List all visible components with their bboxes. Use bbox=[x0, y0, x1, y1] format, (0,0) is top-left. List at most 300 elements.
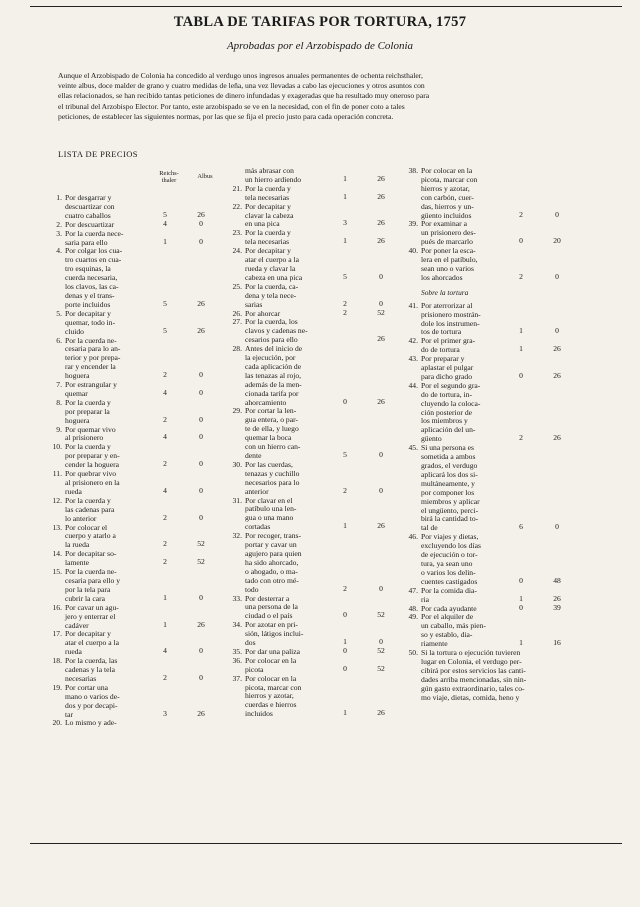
price-entry bbox=[42, 470, 222, 497]
entry-description bbox=[65, 604, 157, 631]
albus-value: 0 bbox=[379, 271, 383, 281]
entry-text-line: Por dar una paliza bbox=[245, 646, 301, 656]
entry-text-line: hoguera bbox=[65, 371, 90, 381]
entry-text-line: rueda y clavar la bbox=[245, 263, 296, 273]
entry-text-line: o ahogado, o ma- bbox=[245, 566, 298, 576]
albus-value: 26 bbox=[377, 396, 385, 406]
entry-text-line: con carbón, cuer- bbox=[421, 192, 474, 202]
entry-number: 16. bbox=[52, 602, 62, 612]
entry-text-line: Por la comida dia- bbox=[421, 585, 477, 595]
entry-number: 3. bbox=[56, 228, 62, 238]
entry-text-line: dole los instrumen- bbox=[421, 318, 480, 328]
reichsthaler-value: 2 bbox=[343, 485, 347, 495]
entry-text-line: Por colocar el bbox=[65, 522, 108, 532]
price-entry bbox=[398, 649, 578, 702]
entry-number: 21. bbox=[232, 183, 242, 193]
entry-description bbox=[65, 568, 157, 604]
entry-text-line: miembros y aplicar bbox=[421, 496, 480, 506]
list-heading: LISTA DE PRECIOS bbox=[58, 149, 138, 159]
albus-value: 26 bbox=[197, 209, 205, 219]
entry-text-line: Por desterrar a bbox=[245, 593, 290, 603]
entry-description bbox=[245, 407, 337, 460]
entry-text-line: ria bbox=[421, 594, 430, 604]
entry-description bbox=[421, 613, 513, 649]
entry-text-line: aplicará los dos si- bbox=[421, 469, 478, 479]
entry-number: 45. bbox=[408, 443, 418, 453]
entry-text-line: más abrasar con bbox=[245, 166, 294, 175]
albus-value: 26 bbox=[553, 370, 561, 380]
albus-value: 26 bbox=[553, 593, 561, 603]
entry-text-line: Por decapitar y bbox=[245, 246, 291, 256]
albus-value: 0 bbox=[555, 271, 559, 281]
price-entry bbox=[398, 355, 578, 382]
entry-text-line: anterior bbox=[245, 486, 269, 496]
entry-text-line: do de tortura bbox=[421, 345, 460, 355]
entry-description bbox=[65, 443, 157, 470]
price-column-1 bbox=[42, 194, 222, 728]
entry-text-line: cuentes castigados bbox=[421, 576, 478, 586]
entry-text-line: los ahorcados bbox=[421, 272, 463, 282]
entry-text-line: ción posterior de bbox=[421, 407, 473, 417]
price-entry bbox=[398, 382, 578, 444]
entry-text-line: portar y cavar un bbox=[245, 540, 297, 550]
price-entry bbox=[42, 684, 222, 720]
entry-text-line: Por decapitar so- bbox=[65, 549, 117, 559]
entry-text-line: riamente bbox=[421, 639, 448, 649]
entry-text-line: gua o una mano bbox=[245, 513, 294, 523]
entry-description bbox=[65, 194, 157, 221]
entry-text-line: ahorcamiento bbox=[245, 397, 287, 407]
entry-text-line: tar bbox=[65, 709, 74, 719]
entry-text-line: picota, marcar con bbox=[245, 682, 302, 692]
price-entry bbox=[222, 621, 402, 648]
entry-text-line: cuerdas e hierros bbox=[245, 700, 297, 710]
albus-value: 26 bbox=[377, 218, 385, 228]
entry-text-line: Por la cuerda y bbox=[245, 183, 291, 193]
entry-number: 18. bbox=[52, 656, 62, 666]
entry-description bbox=[421, 533, 513, 586]
entry-text-line: además de la men- bbox=[245, 379, 302, 389]
entry-text-line: güento bbox=[421, 434, 442, 444]
reichsthaler-value: 4 bbox=[163, 432, 167, 442]
albus-value: 20 bbox=[553, 236, 561, 246]
entry-number: 23. bbox=[232, 228, 242, 238]
albus-value: 26 bbox=[377, 236, 385, 246]
entry-number: 24. bbox=[232, 246, 242, 256]
entry-description bbox=[245, 318, 337, 345]
price-entry bbox=[42, 719, 222, 728]
reichsthaler-value: 2 bbox=[163, 557, 167, 567]
entry-text-line: el ungüento, perci- bbox=[421, 505, 479, 515]
albus-value: 0 bbox=[199, 236, 203, 246]
entry-text-line: Por la cuerda nece- bbox=[65, 228, 124, 238]
entry-number: 36. bbox=[232, 655, 242, 665]
entry-text-line: tro esquinas, la bbox=[65, 264, 111, 274]
price-entry bbox=[42, 381, 222, 399]
price-entry bbox=[222, 283, 402, 310]
reichsthaler-value: 1 bbox=[343, 708, 347, 718]
column-header-reichsthaler bbox=[154, 170, 184, 184]
albus-value: 0 bbox=[199, 218, 203, 228]
entry-text-line: quemar bbox=[65, 388, 88, 398]
price-entry bbox=[222, 532, 402, 594]
entry-text-line: o varios los delin- bbox=[421, 567, 476, 577]
entry-text-line: para dicho grado bbox=[421, 371, 473, 381]
entry-text-line: pués de marcarlo bbox=[421, 237, 473, 247]
reichsthaler-value: 1 bbox=[343, 236, 347, 246]
entry-text-line: Por la cuerda y bbox=[65, 442, 111, 452]
albus-value: 0 bbox=[555, 209, 559, 219]
albus-value: 52 bbox=[377, 307, 385, 317]
entry-number: 17. bbox=[52, 629, 62, 639]
entry-text-line: jero y enterrar el bbox=[65, 611, 116, 621]
entry-number: 7. bbox=[56, 380, 62, 390]
price-entry bbox=[398, 533, 578, 586]
entry-description bbox=[421, 167, 513, 220]
entry-text-line: lamente bbox=[65, 558, 90, 568]
price-entry bbox=[42, 337, 222, 382]
entry-description bbox=[65, 719, 157, 728]
entry-text-line: ha sido ahorcado, bbox=[245, 557, 299, 567]
entry-text-line: Por la cuerda ne- bbox=[65, 335, 117, 345]
reichsthaler-value: 2 bbox=[343, 583, 347, 593]
price-entry bbox=[398, 337, 578, 355]
entry-description bbox=[65, 550, 157, 568]
price-entry bbox=[398, 613, 578, 649]
entry-text-line: birá la cantidad to- bbox=[421, 514, 479, 524]
intro-line: Aunque el Arzobispado de Colonia ha concedido al verdugo unos ingresos anuales permanentes de ochenta reichsthaler, bbox=[58, 71, 423, 80]
entry-description bbox=[245, 532, 337, 594]
albus-value: 52 bbox=[377, 645, 385, 655]
price-entry bbox=[42, 194, 222, 221]
reichsthaler-value: 1 bbox=[163, 619, 167, 629]
entry-description bbox=[65, 470, 157, 497]
reichsthaler-value: 2 bbox=[163, 512, 167, 522]
entry-description bbox=[65, 381, 157, 399]
entry-text-line: cesaria para lo an- bbox=[65, 344, 121, 354]
albus-value: 39 bbox=[553, 602, 561, 612]
entry-text-line: Por quebrar vivo bbox=[65, 469, 117, 479]
reichsthaler-value: 5 bbox=[343, 450, 347, 459]
entry-text-line: de ejecución o tor- bbox=[421, 550, 478, 560]
reichsthaler-value: 5 bbox=[163, 209, 167, 219]
entry-text-line: Por decapitar y bbox=[245, 201, 291, 211]
albus-value: 0 bbox=[199, 512, 203, 522]
price-entry bbox=[42, 310, 222, 337]
entry-text-line: por preparar y en- bbox=[65, 451, 120, 461]
entry-text-line: al prisionero en la bbox=[65, 478, 120, 487]
entry-text-line: hoguera bbox=[65, 415, 90, 425]
entry-text-line: incluidos bbox=[245, 709, 273, 719]
price-entry bbox=[222, 345, 402, 407]
albus-value: 26 bbox=[553, 433, 561, 443]
entry-number: 48. bbox=[408, 603, 418, 613]
entry-number: 14. bbox=[52, 549, 62, 559]
reichsthaler-value: 0 bbox=[519, 370, 523, 380]
entry-number: 19. bbox=[52, 682, 62, 692]
entry-text-line: Por cortar una bbox=[65, 682, 109, 692]
entry-number: 30. bbox=[232, 459, 242, 469]
price-entry bbox=[42, 657, 222, 684]
reichsthaler-value: 1 bbox=[519, 593, 523, 603]
section-heading: Sobre la tortura bbox=[421, 287, 469, 297]
entry-text-line: tenazas y cuchillo bbox=[245, 468, 300, 478]
albus-value: 26 bbox=[197, 619, 205, 629]
reichsthaler-value: 2 bbox=[163, 414, 167, 424]
entry-number: 9. bbox=[56, 424, 62, 434]
intro-line: el tribunal del Arzobispo Elector. Por tanto, este arzobispado se ve en la necesidad, con el fin de poner coto a tales bbox=[58, 101, 405, 111]
entry-number: 42. bbox=[408, 336, 418, 346]
entry-text-line: cuerpo y atarlo a bbox=[65, 531, 116, 541]
entry-text-line: cesarios para ello bbox=[245, 335, 298, 345]
entry-text-line: sarias bbox=[245, 299, 263, 309]
entry-text-line: agujero para quien bbox=[245, 548, 302, 558]
entry-text-line: Por desgarrar y bbox=[65, 193, 112, 202]
price-entry bbox=[222, 595, 402, 622]
entry-text-line: Por la cuerda y bbox=[65, 495, 111, 505]
entry-text-line: clavar la cabeza bbox=[245, 210, 294, 220]
entry-text-line: dos bbox=[245, 638, 256, 648]
page-subtitle: Aprobadas por el Arzobispado de Colonia bbox=[226, 40, 414, 52]
entry-text-line: sometida a ambos bbox=[421, 452, 476, 462]
entry-text-line: Por decapitar y bbox=[65, 308, 111, 318]
entry-text-line: saria para ello bbox=[65, 237, 108, 247]
entry-text-line: dades arriba mencionadas, sin nin- bbox=[421, 674, 527, 684]
entry-text-line: Por colocar en la bbox=[245, 655, 297, 665]
entry-text-line: prisionero mostrán- bbox=[421, 309, 481, 319]
albus-value: 26 bbox=[197, 298, 205, 308]
entry-number: 5. bbox=[56, 308, 62, 318]
entry-number: 49. bbox=[408, 612, 418, 622]
reichsthaler-value: 1 bbox=[343, 637, 347, 647]
entry-text-line: rueda bbox=[65, 486, 82, 496]
entry-text-line: lugar en Colonia, el verdugo per- bbox=[421, 656, 522, 666]
price-entry bbox=[222, 407, 402, 460]
albus-value: 0 bbox=[379, 485, 383, 495]
albus-value: 52 bbox=[197, 557, 205, 567]
entry-number: 40. bbox=[408, 246, 418, 256]
entry-number: 35. bbox=[232, 646, 242, 656]
entry-text-line: dente bbox=[245, 451, 262, 460]
entry-text-line: quemar, todo in- bbox=[65, 317, 116, 327]
price-entry bbox=[222, 203, 402, 230]
price-entry bbox=[42, 426, 222, 444]
albus-value: 0 bbox=[199, 592, 203, 602]
reichsthaler-value: 5 bbox=[343, 271, 347, 281]
price-entry bbox=[42, 604, 222, 631]
entry-text-line: cesaria para ello y bbox=[65, 575, 121, 585]
reichsthaler-value: 1 bbox=[163, 592, 167, 602]
entry-text-line: Por la cuerda y bbox=[245, 228, 291, 238]
entry-description bbox=[245, 203, 337, 230]
price-entry bbox=[222, 461, 402, 497]
entry-number: 26. bbox=[232, 308, 242, 318]
entry-description bbox=[65, 524, 157, 551]
entry-text-line: tado con otro mé- bbox=[245, 575, 299, 585]
entry-description bbox=[421, 247, 513, 283]
entry-text-line: Por cortar la len- bbox=[245, 406, 297, 416]
entry-description bbox=[65, 630, 157, 657]
albus-value: 0 bbox=[199, 646, 203, 656]
price-column-2 bbox=[222, 167, 402, 719]
entry-text-line: Por descuartizar bbox=[65, 219, 115, 229]
entry-text-line: gua entera, o par- bbox=[245, 415, 298, 425]
reichsthaler-value: 2 bbox=[519, 209, 523, 219]
entry-text-line: Por las cuerdas, bbox=[245, 459, 293, 469]
entry-text-line: las tenazas al rojo, bbox=[245, 370, 302, 380]
price-entry bbox=[398, 302, 578, 338]
reichsthaler-value: 0 bbox=[519, 602, 523, 612]
entry-text-line: las cadenas para bbox=[65, 504, 115, 514]
entry-text-line: tura, ya sean uno bbox=[421, 558, 473, 568]
albus-value: 0 bbox=[199, 414, 203, 424]
albus-value: 16 bbox=[553, 638, 561, 648]
entry-text-line: Por colocar en la bbox=[421, 166, 473, 175]
entry-text-line: cluido bbox=[65, 326, 84, 336]
entry-number: 41. bbox=[408, 300, 418, 310]
entry-text-line: Por clavar en el bbox=[245, 495, 293, 505]
entry-text-line: Por viajes y dietas, bbox=[421, 532, 479, 542]
entry-text-line: excluyendo los días bbox=[421, 541, 481, 551]
albus-value: 0 bbox=[199, 387, 203, 397]
price-entry bbox=[398, 247, 578, 283]
entry-text-line: cabeza en una pica bbox=[245, 272, 303, 282]
column-header-reichsthaler-line: Reichs- bbox=[159, 170, 179, 177]
entry-number: 20. bbox=[52, 718, 62, 728]
entry-number: 31. bbox=[232, 495, 242, 505]
entry-text-line: Por cada ayudante bbox=[421, 603, 477, 613]
albus-value: 26 bbox=[377, 708, 385, 718]
price-entry bbox=[222, 497, 402, 533]
entry-text-line: rueda bbox=[65, 647, 82, 657]
entry-description bbox=[65, 426, 157, 444]
entry-description bbox=[245, 621, 337, 648]
entry-text-line: cadáver bbox=[65, 620, 89, 630]
entry-description bbox=[65, 230, 157, 248]
reichsthaler-value: 2 bbox=[519, 433, 523, 443]
albus-value: 0 bbox=[379, 583, 383, 593]
entry-description bbox=[421, 587, 513, 605]
entry-text-line: un caballo, más pien- bbox=[421, 621, 486, 631]
price-entry bbox=[42, 230, 222, 248]
albus-value: 0 bbox=[199, 432, 203, 442]
entry-text-line: Por el primer gra- bbox=[421, 336, 476, 346]
entry-text-line: Por aterrorizar al bbox=[421, 300, 473, 310]
reichsthaler-value: 0 bbox=[343, 645, 347, 655]
albus-value: 0 bbox=[379, 637, 383, 647]
entry-description bbox=[65, 310, 157, 337]
entry-number: 6. bbox=[56, 335, 62, 345]
entry-text-line: patíbulo una len- bbox=[245, 504, 297, 514]
price-entry bbox=[42, 550, 222, 568]
entry-description bbox=[245, 229, 337, 247]
albus-value: 0 bbox=[199, 672, 203, 682]
entry-description bbox=[421, 382, 513, 444]
reichsthaler-value: 2 bbox=[343, 307, 347, 317]
entry-text-line: Por el alquiler de bbox=[421, 612, 474, 622]
price-entry bbox=[398, 444, 578, 533]
entry-description bbox=[245, 595, 337, 622]
entry-description bbox=[65, 497, 157, 524]
intro-line: ellas relacionados, se han recibido tantas peticiones de dinero infundadas y exageradas que ha resultado muy oneroso para bbox=[58, 91, 430, 101]
entry-text-line: hierros y azotar, bbox=[245, 691, 294, 701]
entry-text-line: lo anterior bbox=[65, 513, 97, 523]
entry-text-line: en una pica bbox=[245, 219, 280, 229]
entry-number: 15. bbox=[52, 567, 62, 577]
entry-text-line: por la tela para bbox=[65, 584, 111, 594]
entry-text-line: un hierro ardiendo bbox=[245, 174, 302, 184]
entry-description bbox=[245, 345, 337, 407]
albus-value: 0 bbox=[199, 485, 203, 495]
entry-description bbox=[245, 247, 337, 283]
entry-description bbox=[65, 684, 157, 720]
price-entry bbox=[42, 247, 222, 309]
entry-text-line: tos de tortura bbox=[421, 327, 462, 337]
entry-text-line: Por la cuerda, los bbox=[245, 317, 298, 327]
entry-text-line: do de tortura, in- bbox=[421, 389, 473, 399]
price-entry bbox=[222, 229, 402, 247]
entry-text-line: cender la hoguera bbox=[65, 460, 119, 470]
entry-text-line: necesarios para lo bbox=[245, 477, 300, 487]
reichsthaler-value: 0 bbox=[343, 610, 347, 620]
entry-text-line: cadenas y la tela bbox=[65, 665, 115, 675]
entry-text-line: mo viaje, dietas, comida, heno y bbox=[421, 692, 520, 702]
entry-text-line: cubrir la cara bbox=[65, 593, 106, 603]
column-header-albus: Albus bbox=[197, 173, 213, 180]
entry-number: 4. bbox=[56, 246, 62, 256]
entry-text-line: das, hierros y un- bbox=[421, 201, 474, 211]
entry-number: 32. bbox=[232, 531, 242, 541]
albus-value: 0 bbox=[379, 450, 383, 459]
price-entry bbox=[398, 167, 578, 220]
albus-value: 26 bbox=[377, 521, 385, 531]
entry-text-line: te de ella, y luego bbox=[245, 424, 299, 434]
entry-text-line: picota, marcar con bbox=[421, 174, 478, 184]
price-entry bbox=[222, 247, 402, 283]
entry-description bbox=[421, 337, 513, 355]
reichsthaler-value: 2 bbox=[163, 370, 167, 380]
entry-text-line: Si una persona es bbox=[421, 443, 474, 453]
entry-description bbox=[421, 444, 513, 533]
page-title: TABLA DE TARIFAS POR TORTURA, 1757 bbox=[173, 14, 467, 30]
entry-text-line: atar el cuerpo a la bbox=[245, 255, 299, 265]
entry-text-line: cluyendo la coloca- bbox=[421, 398, 481, 408]
entry-text-line: Por colgar los cua- bbox=[65, 246, 123, 256]
reichsthaler-value: 6 bbox=[519, 522, 523, 532]
albus-value: 26 bbox=[377, 334, 385, 344]
albus-value: 52 bbox=[377, 610, 385, 620]
albus-value: 0 bbox=[555, 522, 559, 532]
entry-text-line: Por ahorcar bbox=[245, 308, 281, 318]
entry-text-line: Antes del inicio de bbox=[245, 344, 303, 354]
entry-text-line: rar y encender la bbox=[65, 362, 116, 372]
entry-number: 2. bbox=[56, 219, 62, 229]
reichsthaler-value: 1 bbox=[343, 521, 347, 531]
entry-text-line: sión, látigos inclui- bbox=[245, 629, 304, 639]
reichsthaler-value: 0 bbox=[343, 663, 347, 673]
entry-text-line: denas y el trans- bbox=[65, 290, 115, 300]
price-entry bbox=[42, 497, 222, 524]
entry-number: 28. bbox=[232, 344, 242, 354]
entry-text-line: lera en el patíbulo, bbox=[421, 255, 478, 265]
entry-number: 11. bbox=[52, 469, 62, 479]
entry-text-line: Por la cuerda ne- bbox=[65, 567, 117, 577]
entry-number: 39. bbox=[408, 219, 418, 229]
reichsthaler-value: 1 bbox=[519, 344, 523, 354]
intro-line: veinte albus, doce malder de grano y cuatro medidas de leña, una vez llevadas a cabo las ejecuciones y otros asuntos con bbox=[58, 81, 425, 91]
entry-number: 44. bbox=[408, 380, 418, 390]
entry-text-line: al prisionero bbox=[65, 433, 104, 443]
